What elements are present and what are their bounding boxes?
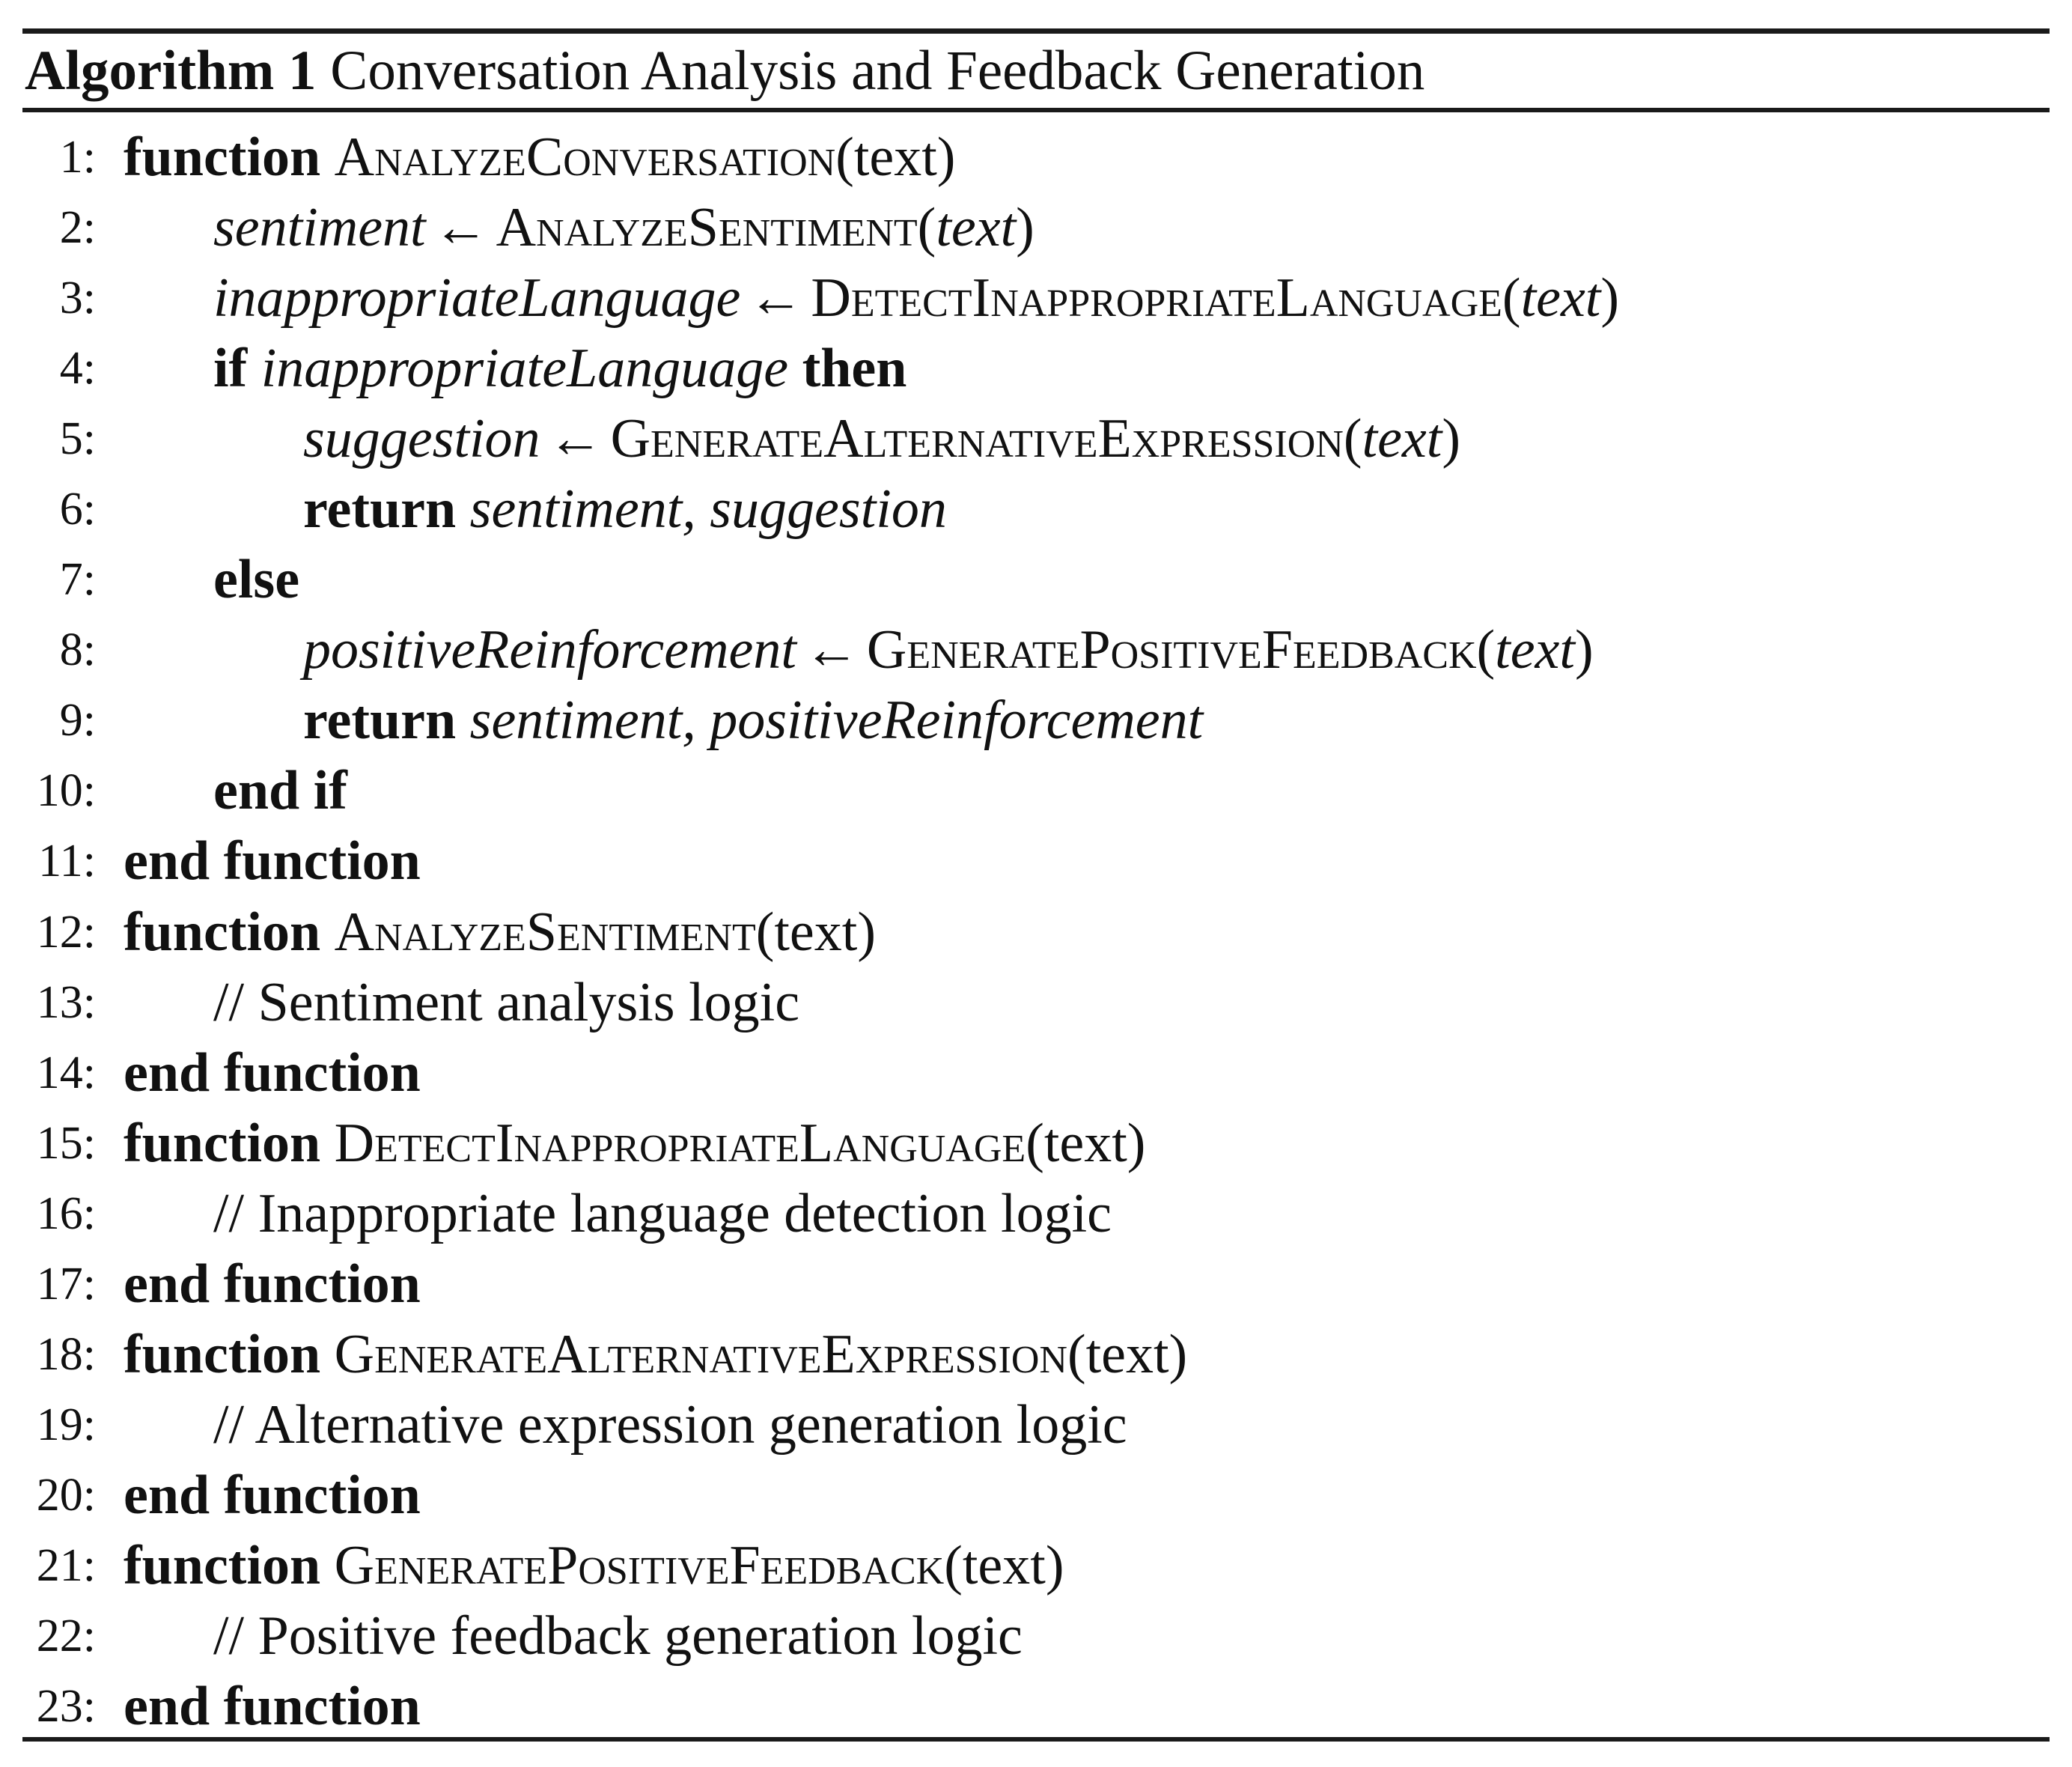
function-call: GenerateAlternativeExpression	[610, 408, 1344, 470]
code	[213, 192, 1035, 263]
argument: text	[1495, 619, 1575, 681]
keyword-end-function: end function	[124, 1464, 421, 1526]
line-11	[0, 826, 2072, 896]
caption-rule	[22, 108, 2050, 112]
argument: text	[936, 197, 1017, 259]
function-name: GenerateAlternativeExpression	[334, 1323, 1067, 1385]
algorithm-label: Algorithm 1	[25, 40, 317, 102]
function-call: DetectInappropriateLanguage	[811, 267, 1502, 329]
line-number: 19:	[36, 1399, 96, 1450]
line-4	[0, 333, 2072, 404]
variable: inappropriateLanguage	[213, 267, 741, 329]
code	[124, 1108, 1145, 1178]
code	[124, 1249, 421, 1319]
line-number: 5:	[59, 413, 96, 465]
top-rule	[22, 28, 2050, 34]
keyword-end-function: end function	[124, 1676, 421, 1738]
line-number: 3:	[59, 273, 96, 324]
line-23	[0, 1671, 2072, 1742]
line-number: 22:	[36, 1610, 96, 1661]
keyword-end-function: end function	[124, 830, 421, 892]
line-number: 11:	[38, 836, 96, 887]
line-number: 23:	[36, 1681, 96, 1733]
line-number: 10:	[36, 765, 96, 817]
argument: (text)	[755, 901, 876, 963]
line-21	[0, 1530, 2072, 1601]
line-number: 4:	[59, 343, 96, 395]
code	[213, 263, 1619, 333]
bottom-rule	[22, 1737, 2050, 1742]
argument: (text)	[1026, 1112, 1146, 1174]
code	[124, 1530, 1064, 1601]
code	[124, 897, 876, 967]
code	[124, 1460, 421, 1530]
code	[124, 1671, 421, 1742]
line-6	[0, 474, 2072, 544]
line-18	[0, 1319, 2072, 1390]
comment: // Alternative expression generation logic	[213, 1393, 1127, 1456]
return-values: sentiment, suggestion	[469, 478, 947, 541]
line-number: 6:	[59, 484, 96, 535]
paren-open: (	[1343, 408, 1362, 470]
assign-arrow-icon: ←	[748, 267, 804, 329]
line-number: 16:	[36, 1187, 96, 1239]
line-number: 15:	[36, 1117, 96, 1169]
line-number: 8:	[59, 624, 96, 676]
comment: // Inappropriate language detection logic	[213, 1182, 1112, 1244]
code	[124, 826, 421, 896]
keyword-end-function: end function	[124, 1041, 421, 1104]
argument: text	[1362, 408, 1442, 470]
function-name: GeneratePositiveFeedback	[334, 1534, 945, 1596]
function-call: GeneratePositiveFeedback	[866, 619, 1477, 681]
line-number: 7:	[59, 554, 96, 606]
line-2	[0, 192, 2072, 263]
line-22	[0, 1601, 2072, 1671]
line-12	[0, 897, 2072, 967]
function-name: DetectInappropriateLanguage	[334, 1112, 1026, 1174]
line-number: 2:	[59, 202, 96, 254]
line-9	[0, 685, 2072, 755]
keyword-function: function	[124, 1112, 321, 1174]
condition: inappropriateLanguage	[260, 338, 789, 400]
line-15	[0, 1108, 2072, 1178]
line-5	[0, 404, 2072, 474]
algorithm-caption	[25, 37, 1424, 105]
assign-arrow-icon: ←	[547, 408, 603, 470]
paren-close: )	[1016, 197, 1035, 259]
keyword-function: function	[124, 901, 321, 963]
function-call: AnalyzeSentiment	[496, 197, 918, 259]
argument: (text)	[1067, 1323, 1188, 1385]
comment: // Sentiment analysis logic	[213, 971, 800, 1033]
paren-open: (	[1502, 267, 1521, 329]
code	[213, 333, 906, 404]
argument: (text)	[944, 1534, 1064, 1596]
keyword-function: function	[124, 1323, 321, 1385]
line-number: 17:	[36, 1258, 96, 1310]
line-10	[0, 755, 2072, 826]
variable: positiveReinforcement	[303, 619, 796, 681]
line-number: 21:	[36, 1539, 96, 1591]
line-13	[0, 967, 2072, 1038]
keyword-else: else	[213, 549, 300, 611]
line-number: 1:	[59, 132, 96, 183]
code	[213, 544, 299, 615]
assign-arrow-icon: ←	[433, 197, 489, 259]
function-name: AnalyzeSentiment	[334, 901, 756, 963]
assign-arrow-icon: ←	[803, 619, 859, 681]
line-8	[0, 615, 2072, 685]
keyword-end-function: end function	[124, 1253, 421, 1315]
argument: (text)	[835, 127, 956, 188]
algorithm-title: Conversation Analysis and Feedback Generation	[330, 40, 1425, 102]
return-values: sentiment, positiveReinforcement	[469, 690, 1204, 752]
paren-close: )	[1574, 619, 1594, 681]
line-number: 12:	[36, 906, 96, 958]
variable: suggestion	[303, 408, 540, 470]
keyword-function: function	[124, 127, 321, 188]
paren-open: (	[917, 197, 936, 259]
line-14	[0, 1038, 2072, 1108]
keyword-end-if: end if	[213, 760, 347, 822]
line-20	[0, 1460, 2072, 1530]
code	[124, 1319, 1187, 1390]
code	[213, 755, 347, 826]
line-number: 9:	[59, 695, 96, 746]
comment: // Positive feedback generation logic	[213, 1605, 1023, 1667]
line-19	[0, 1390, 2072, 1460]
line-number: 13:	[36, 976, 96, 1028]
line-16	[0, 1178, 2072, 1249]
argument: text	[1520, 267, 1601, 329]
keyword-if: if	[213, 338, 248, 400]
line-number: 18:	[36, 1328, 96, 1380]
line-7	[0, 544, 2072, 615]
keyword-then: then	[802, 338, 907, 400]
code	[303, 404, 1460, 474]
keyword-return: return	[303, 478, 457, 541]
keyword-function: function	[124, 1534, 321, 1596]
paren-open: (	[1476, 619, 1496, 681]
code	[303, 685, 1203, 755]
line-17	[0, 1249, 2072, 1319]
line-1	[0, 122, 2072, 192]
function-name: AnalyzeConversation	[334, 127, 836, 188]
line-number: 14:	[36, 1047, 96, 1098]
line-number: 20:	[36, 1469, 96, 1521]
paren-close: )	[1442, 408, 1460, 470]
code	[124, 1038, 421, 1108]
code	[303, 474, 947, 544]
code	[124, 122, 955, 192]
paren-close: )	[1600, 267, 1620, 329]
algorithm-body	[0, 122, 2072, 1742]
keyword-return: return	[303, 690, 457, 752]
line-3	[0, 263, 2072, 333]
code	[303, 615, 1594, 685]
variable: sentiment	[213, 197, 426, 259]
